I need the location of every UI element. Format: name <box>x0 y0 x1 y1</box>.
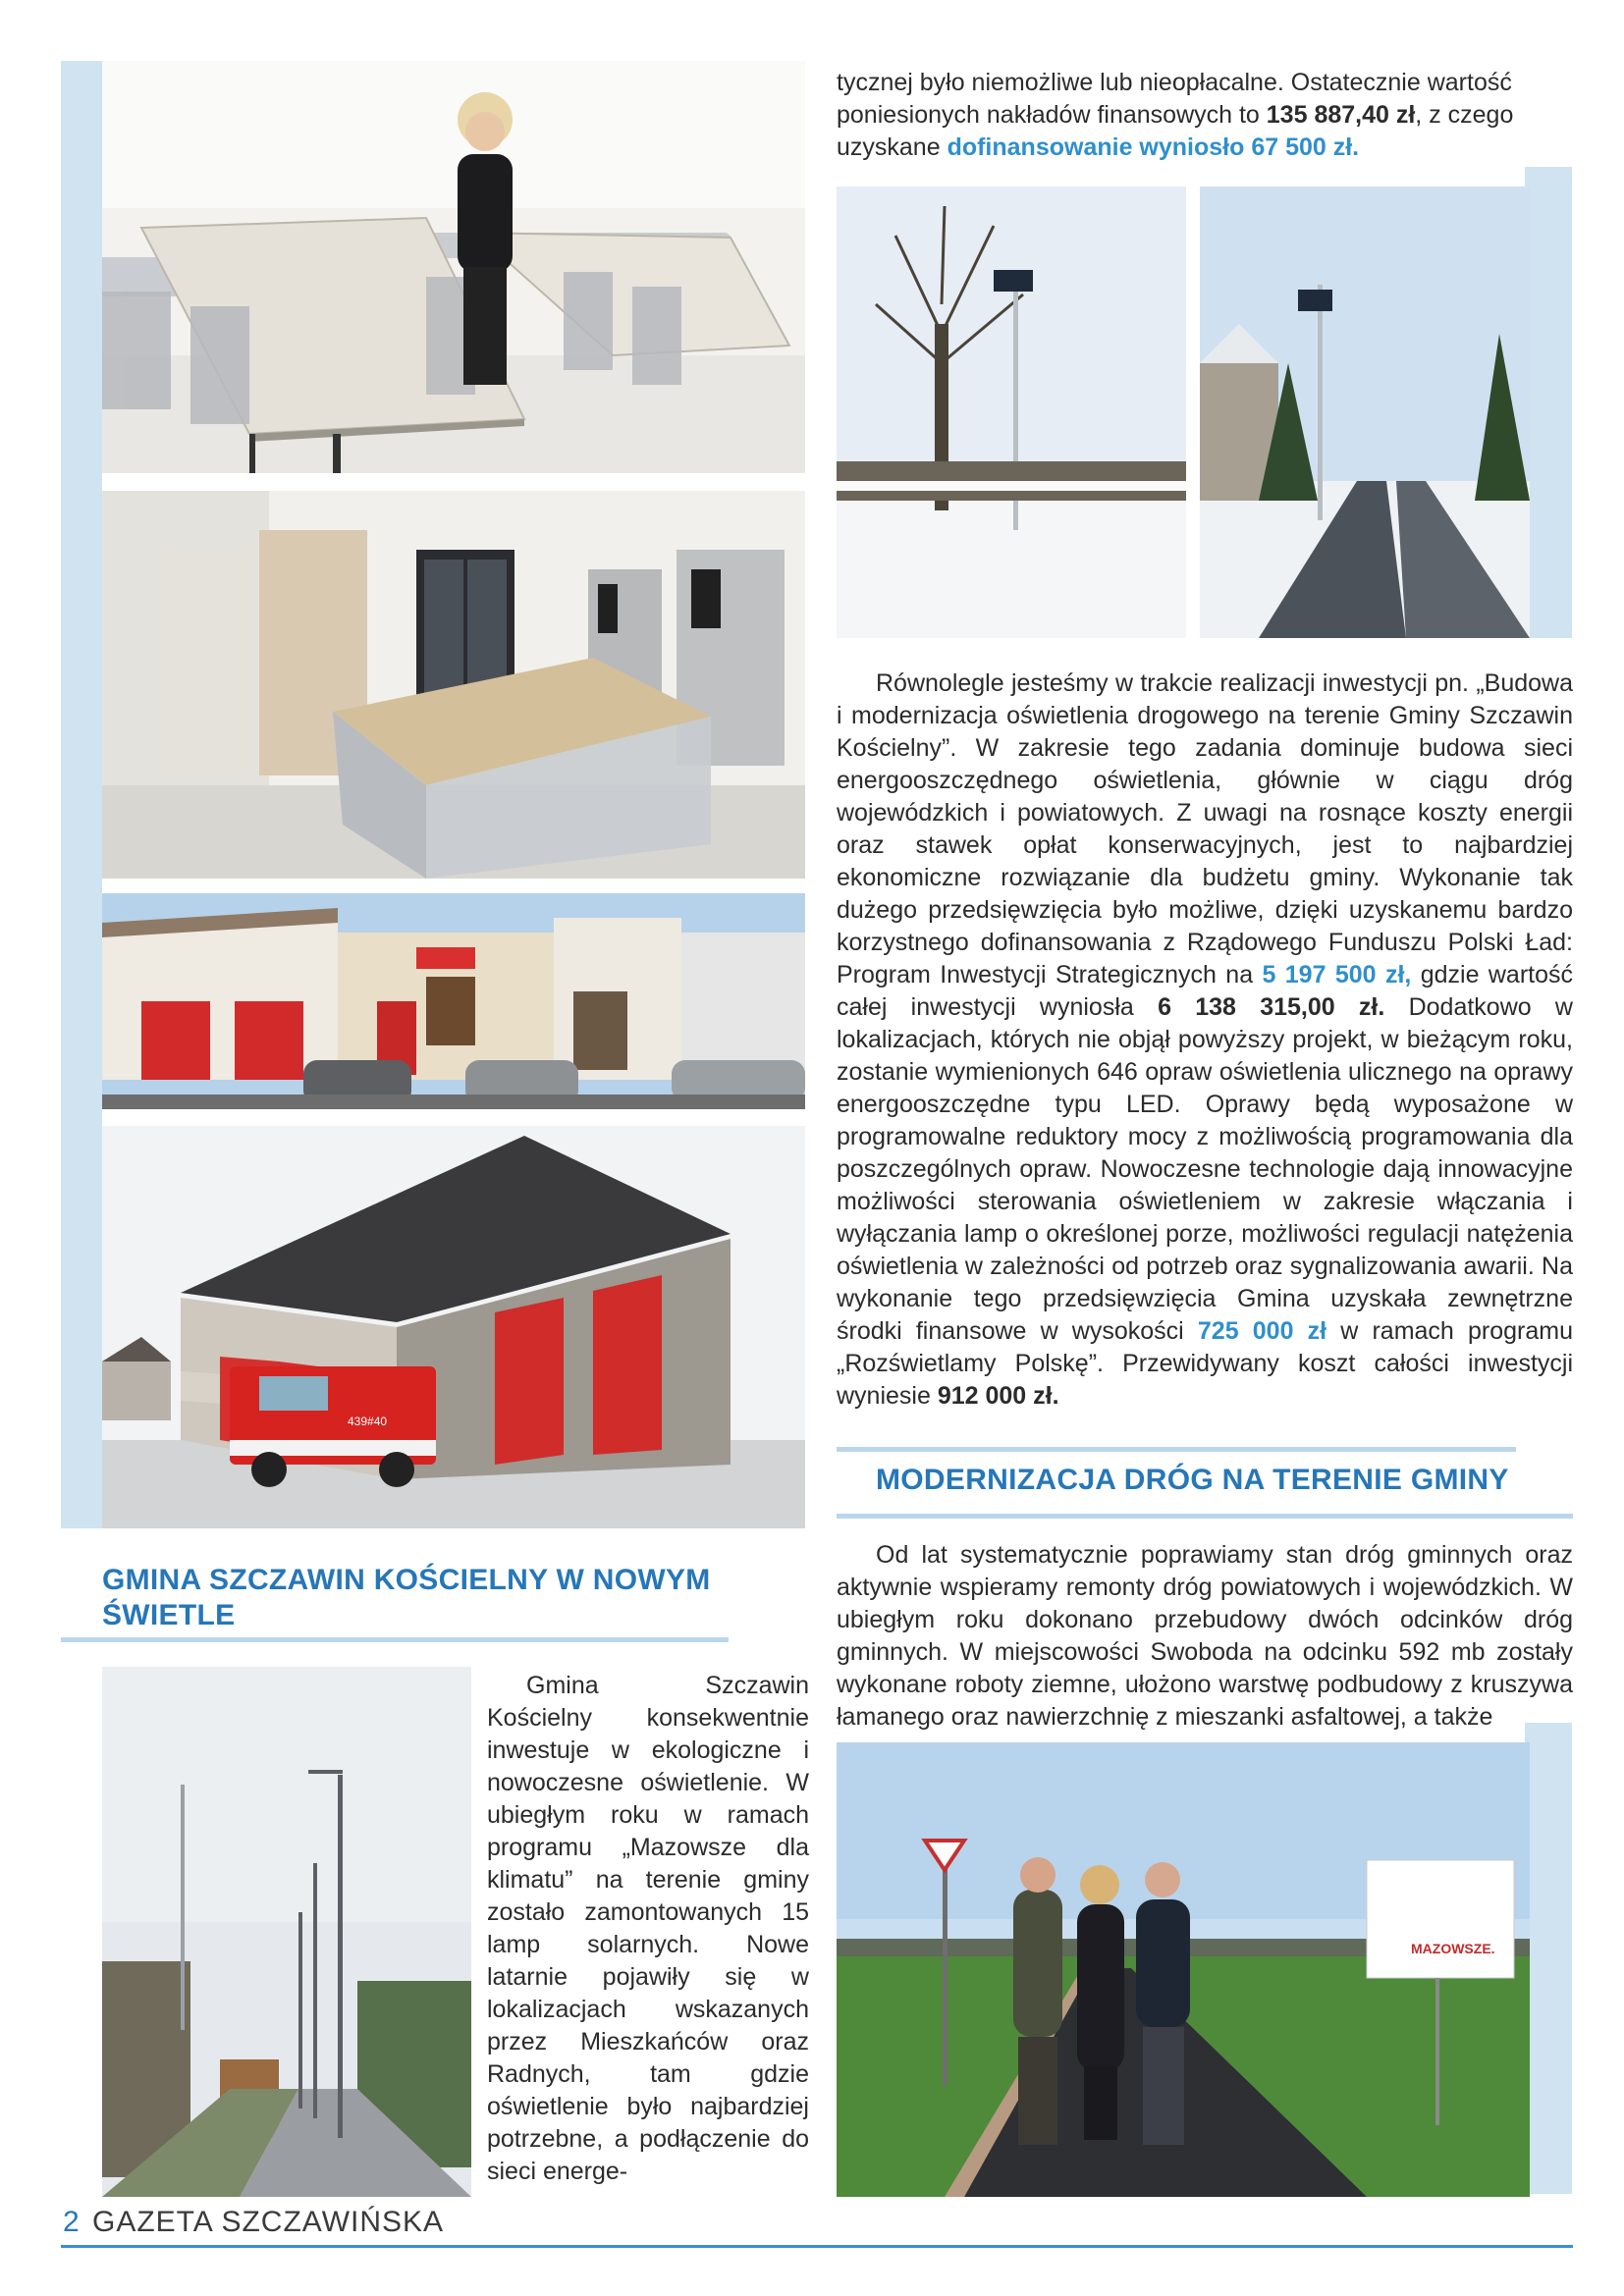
photo-street-buildings <box>102 893 805 1109</box>
sign-brand: MAZOWSZE. <box>1411 1941 1495 1956</box>
photo-kitchen <box>102 491 805 879</box>
top-line-1: tycznej było niemożliwe lub nieopłacalne. Ostatecznie wartość <box>837 69 1512 96</box>
planned-cost-amount: 912 000 zł. <box>937 1382 1059 1410</box>
roads-paragraph: Od lat systematycznie poprawiamy stan dróg gminnych oraz aktywnie wspieramy remonty dróg powiatowych i wojewódzkich. W ubiegłym roku dokonano przebudowy dwóch odcinków dróg gminnych. W miejscowości Swoboda na odcinku 592 mb zostały wykonane roboty ziemne, ułożono warstwę podbudowy z kruszywa łamanego oraz nawierzchnię z mieszanki asfaltowej, a także <box>837 1541 1573 1731</box>
lighting-paragraph: Równolegle jesteśmy w trakcie realizacji inwestycji pn. „Budowa i modernizacja oświetlenia drogowego na terenie Gminy Szczawin Kościelny”. W zakresie tego zadania dominuje budowa sieci energooszczędnego oświetlenia, głównie w ciągu dróg wojewódzkich i powiatowych. Z uwagi na rosnące koszty energii oraz stawek opłat konserwacyjnych, jest to najbardziej ekonomiczne rozwiązanie dla budżetu gminy. Wykonanie tak dużego przedsięwzięcia było możliwe, dzięki uzyskanemu bardzo korzystnego dofinansowania z Rządowego Funduszu Polski Ład: Program Inwestycji Strategicznych na 5 197 500 zł, gdzie wartość całej inwestycji wyniosła 6 138 315,00 zł. Dodatkowo w lokalizacjach, których nie objął powyższy projekt, w bieżącym roku, zostanie wymienionych 646 opraw oświetlenia ulicznego na oprawy energooszczędne typu LED. Oprawy będą wyposażone w programowalne reduktory mocy z możliwością programowania dla poszczególnych opraw. Nowoczesne technologie dają innowacyjne możliwości sterowania oświetleniem w zakresie włączania i wyłączania lamp o określonej porze, możliwości regulacji natężenia oświetlenia w zależności od potrzeb oraz sygnalizowania awarii. Na wykonanie tego przedsięwzięcia Gmina uzyskała zewnętrzne środki finansowe w wysokości 725 000 zł w ramach programu „Rozświetlamy Polskę”. Przewidywany koszt całości inwestycji wyniesie 912 000 zł. <box>837 669 1573 1410</box>
light-section-paragraph: Gmina Szczawin Kościelny konsekwentnie inwestuje w ekologiczne i nowoczesne oświetlenie. W ubiegłym roku w ramach programu „Mazowsze dla klimatu” na terenie gminy zostało zamontowanych 15 lamp solarnych. Nowe latarnie pojawiły się w lokalizacjach wskazanych przez Mieszkańców oraz Radnych, tam gdzie oświetlenie było najbardziej potrzebne, a podłączenie do sieci energe- <box>487 1672 809 2185</box>
heading-overline-right <box>837 1447 1516 1452</box>
left-blue-band <box>61 61 102 1528</box>
publication-name: GAZETA SZCZAWIŃSKA <box>92 2206 445 2238</box>
light-section-text <box>487 1670 809 2188</box>
spent-amount: 135 887,40 zł <box>1266 101 1416 129</box>
total-investment-amount: 6 138 315,00 zł. <box>1158 993 1385 1021</box>
strategic-fund-amount: 5 197 500 zł, <box>1262 961 1412 988</box>
section-heading-roads: MODERNIZACJA DRÓG NA TERENIE GMINY <box>876 1464 1509 1496</box>
photo-new-road <box>837 1742 1530 2197</box>
grant-amount: dofinansowanie wyniosło 67 500 zł. <box>947 133 1360 161</box>
right-blue-band-2 <box>1525 1723 1572 2194</box>
lighting-investment-text <box>837 667 1573 1413</box>
top-line-3: uzyskane dofinansowanie wyniosło 67 500 zł. <box>837 133 1360 161</box>
footer-rule <box>61 2245 1573 2248</box>
photo-fire-station <box>102 1126 805 1528</box>
photo-solar-lamp-road <box>1200 187 1530 638</box>
external-funds-amount: 725 000 zł <box>1197 1317 1327 1345</box>
top-line-2: poniesionych nakładów finansowych to 135 887,40 zł, z czego <box>837 101 1514 129</box>
photo-street-lamps <box>102 1667 471 2197</box>
right-blue-band-1 <box>1525 167 1572 638</box>
heading-underline-right <box>837 1514 1573 1519</box>
page-number: 2 <box>63 2206 80 2238</box>
heading-underline-left <box>61 1637 729 1642</box>
roads-text <box>837 1539 1573 1734</box>
photo-solar-lamp-tree <box>837 187 1186 638</box>
section-heading-new-light: GMINA SZCZAWIN KOŚCIELNY W NOWYM ŚWIETLE <box>102 1564 711 1631</box>
truck-plate: 439#40 <box>348 1415 388 1428</box>
photo-hall-tables <box>102 61 805 473</box>
top-continuation-text <box>837 67 1573 164</box>
